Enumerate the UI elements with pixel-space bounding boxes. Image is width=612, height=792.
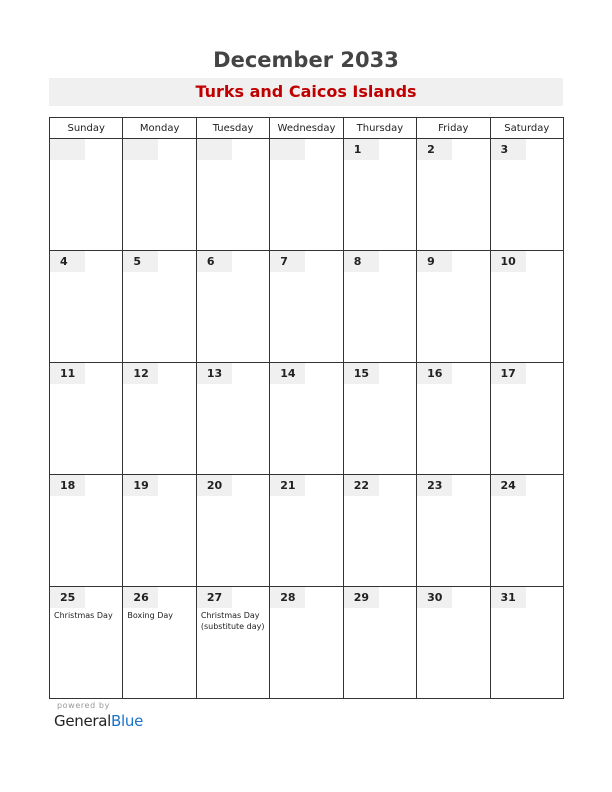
week-row [50, 363, 564, 475]
weekday-saturday: Saturday [490, 118, 563, 139]
day-number: 19 [123, 475, 158, 496]
day-number: 12 [123, 363, 158, 384]
brand-general-text: General [54, 712, 112, 730]
day-number: 17 [491, 363, 526, 384]
day-number: 28 [270, 587, 305, 608]
day-number: 4 [50, 251, 85, 272]
day-cell [417, 475, 490, 587]
day-cell [417, 139, 490, 251]
day-number [123, 139, 158, 160]
day-cell [123, 363, 196, 475]
day-number: 1 [344, 139, 379, 160]
day-cell [343, 139, 416, 251]
day-cell [490, 587, 563, 699]
day-number: 9 [417, 251, 452, 272]
day-number: 31 [491, 587, 526, 608]
day-cell [343, 251, 416, 363]
day-cell [270, 587, 343, 699]
weekday-friday: Friday [417, 118, 490, 139]
day-cell [50, 251, 123, 363]
day-cell [343, 475, 416, 587]
weekday-tuesday: Tuesday [196, 118, 269, 139]
day-number: 7 [270, 251, 305, 272]
powered-by-label: powered by [57, 701, 110, 710]
day-number: 20 [197, 475, 232, 496]
week-row [50, 251, 564, 363]
week-row [50, 139, 564, 251]
day-number: 6 [197, 251, 232, 272]
brand-blue-text: Blue [111, 712, 144, 730]
weekday-header-row [50, 118, 564, 139]
day-number: 11 [50, 363, 85, 384]
day-cell [196, 587, 269, 699]
day-number [50, 139, 85, 160]
weekday-sunday: Sunday [50, 118, 123, 139]
day-number: 27 [197, 587, 232, 608]
day-cell [490, 139, 563, 251]
day-number [270, 139, 305, 160]
country-title: Turks and Caicos Islands [49, 78, 563, 106]
day-cell [490, 363, 563, 475]
day-cell [417, 363, 490, 475]
day-number: 26 [123, 587, 158, 608]
day-number: 2 [417, 139, 452, 160]
day-cell [270, 251, 343, 363]
day-cell [417, 251, 490, 363]
day-cell [270, 475, 343, 587]
day-number: 23 [417, 475, 452, 496]
weekday-thursday: Thursday [343, 118, 416, 139]
brand-logo[interactable] [54, 712, 143, 730]
day-number: 14 [270, 363, 305, 384]
day-cell [270, 139, 343, 251]
day-cell [196, 363, 269, 475]
page-title: December 2033 [213, 48, 399, 72]
day-number: 13 [197, 363, 232, 384]
day-cell [123, 139, 196, 251]
day-number: 29 [344, 587, 379, 608]
week-row [50, 475, 564, 587]
weekday-wednesday: Wednesday [270, 118, 343, 139]
day-number: 3 [491, 139, 526, 160]
day-number: 15 [344, 363, 379, 384]
day-cell [50, 475, 123, 587]
day-number: 25 [50, 587, 85, 608]
holiday-label: Christmas Day [54, 611, 113, 620]
calendar-grid [49, 117, 564, 699]
day-cell [417, 587, 490, 699]
day-number: 24 [491, 475, 526, 496]
day-number: 16 [417, 363, 452, 384]
day-number: 10 [491, 251, 526, 272]
day-cell [343, 587, 416, 699]
day-cell [196, 139, 269, 251]
weekday-monday: Monday [123, 118, 196, 139]
holiday-label: Christmas Day (substitute day) [200, 611, 265, 631]
holiday-label: Boxing Day [127, 611, 174, 620]
day-number: 22 [344, 475, 379, 496]
day-cell [123, 587, 196, 699]
day-cell [196, 251, 269, 363]
day-number: 18 [50, 475, 85, 496]
day-cell [123, 475, 196, 587]
day-cell [50, 363, 123, 475]
day-cell [123, 251, 196, 363]
day-number: 8 [344, 251, 379, 272]
day-cell [490, 475, 563, 587]
day-number: 21 [270, 475, 305, 496]
day-cell [343, 363, 416, 475]
day-cell [50, 587, 123, 699]
day-number: 30 [417, 587, 452, 608]
week-row [50, 587, 564, 699]
day-cell [490, 251, 563, 363]
day-number [197, 139, 232, 160]
day-cell [50, 139, 123, 251]
day-cell [270, 363, 343, 475]
day-number: 5 [123, 251, 158, 272]
day-cell [196, 475, 269, 587]
